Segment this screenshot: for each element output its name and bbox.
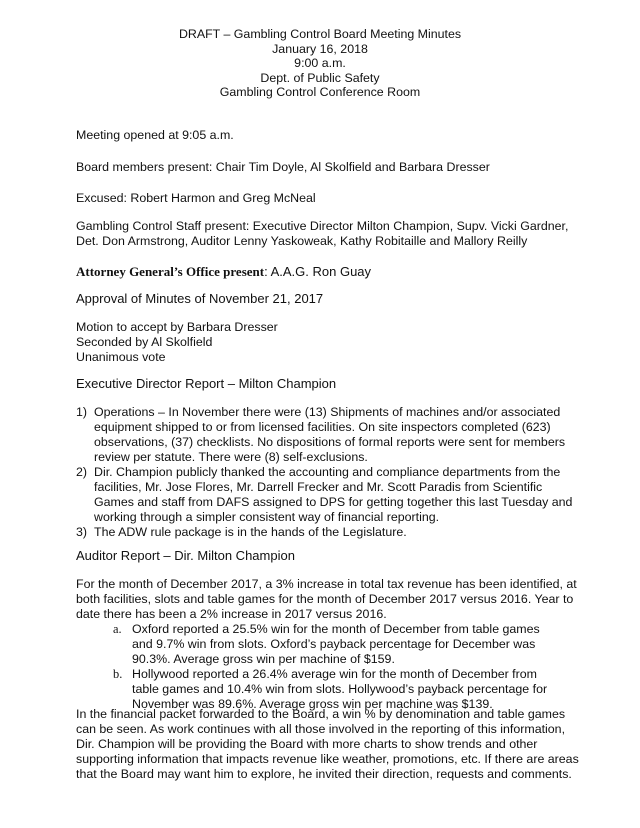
approval-heading: Approval of Minutes of November 21, 2017 [76,291,324,306]
ag-office-line [76,264,581,279]
auditor-report-item [113,667,563,712]
document-header [0,27,640,100]
item-letter: b. [113,667,123,681]
item-text: Hollywood reported a 26.4% average win for the month of December from table games and 10.4% win from slots. Hollywood’s payback percentage for November was 89.6%. Average gross win per machine was $139. [132,667,548,711]
item-text: The ADW rule package is in the hands of the Legislature. [94,525,407,539]
item-text: Dir. Champion publicly thanked the accounting and compliance departments from the facilities, Mr. Jose Flores, Mr. Darrell Frecker and Mr. Scott Paradis from Scientific Games and staff from DAFS assigned to DPS for getting together this last Tuesday and working through a simpler consistent way of financial reporting. [94,465,573,524]
auditor-report-list [113,622,563,712]
ag-office-value: : A.A.G. Ron Guay [264,264,372,279]
motion-line: Motion to accept by Barbara Dresser [76,320,278,334]
header-location: Gambling Control Conference Room [219,85,421,99]
item-number: 1) [76,405,88,419]
item-text: Operations – In November there were (13) Shipments of machines and/or associated equipment shipped to or from licensed facilities. On site inspectors completed (623) observations, (37) checklists. No dispositions of formal reports were sent for members review per statute. There were (8) self-exclusions. [94,405,566,464]
auditor-report-heading: Auditor Report – Dir. Milton Champion [76,548,295,563]
board-members-text: Board members present: Chair Tim Doyle, Al Skolfield and Barbara Dresser [76,160,490,174]
header-time: 9:00 a.m. [294,56,346,70]
item-number: 2) [76,465,88,479]
exec-report-heading: Executive Director Report – Milton Champion [76,376,337,391]
auditor-intro-text: For the month of December 2017, a 3% increase in total tax revenue has been identified, at both facilities, slots and table games for the month of December 2017 versus 2016. Year to date there has been a 2% increase in 2017 versus 2016. [76,577,577,621]
exec-report-item [76,405,576,465]
exec-report-item [76,465,576,525]
staff-present-text: Gambling Control Staff present: Executive Director Milton Champion, Supv. Vicki Gardner, Det. Don Armstrong, Auditor Lenny Yaskoweak, Kathy Robitaille and Mallory Reilly [76,219,569,248]
auditor-closing-text: In the financial packet forwarded to the Board, a win % by denomination and table games can be seen. As work continues with all those involved in the reporting of this information, Dir. Champion will be providing the Board with more charts to show trends and other supporting information that impacts revenue like weather, promotions, etc. If there are areas that the Board may want him to explore, he invited their direction, requests and comments. [76,707,579,781]
exec-report-list [76,405,576,540]
exec-report-item [76,525,576,540]
header-department: Dept. of Public Safety [260,70,380,85]
item-text: Oxford reported a 25.5% win for the month of December from table games and 9.7% win from slots. Oxford’s payback percentage for December was 90.3%. Average gross win per machine of $159. [132,622,540,666]
auditor-report-item [113,622,563,667]
seconded-line: Seconded by Al Skolfield [76,335,213,349]
header-title: DRAFT – Gambling Control Board Meeting Minutes [178,27,462,41]
header-date: January 16, 2018 [272,41,368,56]
excused-text: Excused: Robert Harmon and Greg McNeal [76,191,316,205]
item-number: 3) [76,525,88,539]
item-letter: a. [113,622,122,636]
motion-block [76,320,581,365]
vote-line: Unanimous vote [76,350,166,364]
ag-office-label: Attorney General’s Office present [76,264,265,279]
meeting-opened-text: Meeting opened at 9:05 a.m. [76,128,234,142]
